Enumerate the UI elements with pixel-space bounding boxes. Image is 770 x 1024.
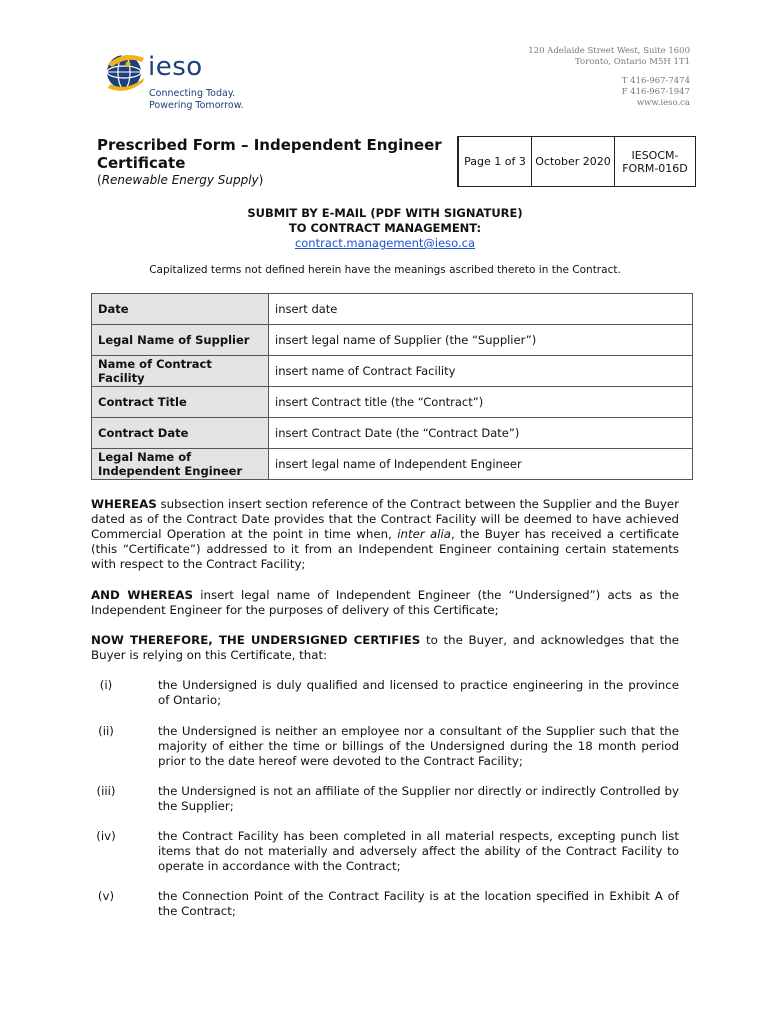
field-value[interactable]: insert legal name of Independent Engineer [269, 449, 693, 480]
table-row [92, 449, 693, 480]
clause-number: (i) [99, 678, 113, 692]
submit-instructions [0, 206, 770, 251]
submit-line-2: TO CONTRACT MANAGEMENT: [288, 221, 482, 235]
field-value[interactable]: insert Contract title (the “Contract”) [269, 387, 693, 418]
page-number: Page 1 of 3 [458, 136, 531, 186]
capitalized-terms-note: Capitalized terms not defined herein have the meanings ascribed thereto in the Contract. [149, 264, 621, 276]
form-date: October 2020 [531, 136, 614, 186]
field-label: Date [92, 294, 269, 325]
tagline-line-1: Connecting Today. [149, 88, 236, 99]
clause-text: the Undersigned is neither an employee nor a consultant of the Supplier such that the majority of either the time or billings of the Undersigned during the 18 month period prior to the date hereof were devoted to the Contract Facility; [158, 724, 679, 768]
form-title: Prescribed Form – Independent Engineer Certificate [97, 136, 442, 172]
logo-wordmark: ieso [148, 52, 203, 82]
field-value[interactable]: insert legal name of Supplier (the “Supplier”) [269, 325, 693, 356]
clause-text: the Connection Point of the Contract Facility is at the location specified in Exhibit A of the Contract; [158, 889, 679, 918]
form-subtitle: (Renewable Energy Supply) [97, 173, 264, 187]
fax-number: F 416-967-1947 [621, 87, 690, 97]
address-block [510, 46, 690, 109]
tagline-line-2: Powering Tomorrow. [149, 100, 244, 111]
clause-number: (iii) [96, 784, 116, 798]
submit-line-1: SUBMIT BY E-MAIL (PDF WITH SIGNATURE) [247, 206, 523, 220]
whereas-paragraph-1: WHEREAS subsection insert section reference of the Contract between the Supplier and the Buyer dated as of the Contract Date provides that the Contract Facility will be deemed to have achieved Commercial Operation at the point in time when, inter alia, the Buyer has received a certificate (this “Certificate”) addressed to it from an Independent Engineer containing certain statements with respect to the Contract Facility; [91, 497, 679, 571]
form-id: IESOCM-FORM-016D [614, 136, 696, 186]
logo-tagline [149, 88, 244, 112]
certificate-info-table [91, 293, 693, 480]
whereas-paragraph-2: AND WHEREAS insert legal name of Independent Engineer (the “Undersigned”) acts as the Independent Engineer for the purposes of delivery of this Certificate; [91, 588, 679, 617]
field-value[interactable]: insert name of Contract Facility [269, 356, 693, 387]
field-value[interactable]: insert Contract Date (the “Contract Date”) [269, 418, 693, 449]
clause-text: the Contract Facility has been completed in all material respects, excepting punch list items that do not materially and adversely affect the ability of the Contract Facility to operate in accordance with the Contract; [158, 829, 679, 873]
clause-number: (v) [97, 889, 115, 903]
field-label: Contract Title [92, 387, 269, 418]
contract-management-email-link[interactable]: contract.management@ieso.ca [294, 236, 476, 250]
field-label: Legal Name of Independent Engineer [92, 449, 269, 480]
table-row [92, 325, 693, 356]
table-row [92, 418, 693, 449]
ieso-logo [104, 48, 264, 114]
table-row [92, 387, 693, 418]
globe-icon [104, 48, 150, 104]
field-value[interactable]: insert date [269, 294, 693, 325]
address-line-2: Toronto, Ontario M5H 1T1 [575, 57, 690, 67]
clause-text: the Undersigned is not an affiliate of the Supplier nor directly or indirectly Controlled by the Supplier; [158, 784, 679, 813]
phone-number: T 416-967-7474 [621, 76, 690, 86]
field-label: Contract Date [92, 418, 269, 449]
clause-number: (iv) [96, 829, 116, 843]
form-meta-table [457, 136, 696, 187]
table-row [92, 356, 693, 387]
field-label: Legal Name of Supplier [92, 325, 269, 356]
form-header [97, 136, 692, 188]
field-label: Name of Contract Facility [92, 356, 269, 387]
now-therefore-paragraph: NOW THEREFORE, THE UNDERSIGNED CERTIFIES to the Buyer, and acknowledges that the Buyer is relying on this Certificate, that: [91, 633, 679, 662]
clause-text: the Undersigned is duly qualified and licensed to practice engineering in the province of Ontario; [158, 678, 679, 707]
website-link[interactable]: www.ieso.ca [636, 98, 690, 108]
table-row [92, 294, 693, 325]
clause-number: (ii) [98, 724, 114, 738]
address-line-1: 120 Adelaide Street West, Suite 1600 [528, 46, 690, 56]
